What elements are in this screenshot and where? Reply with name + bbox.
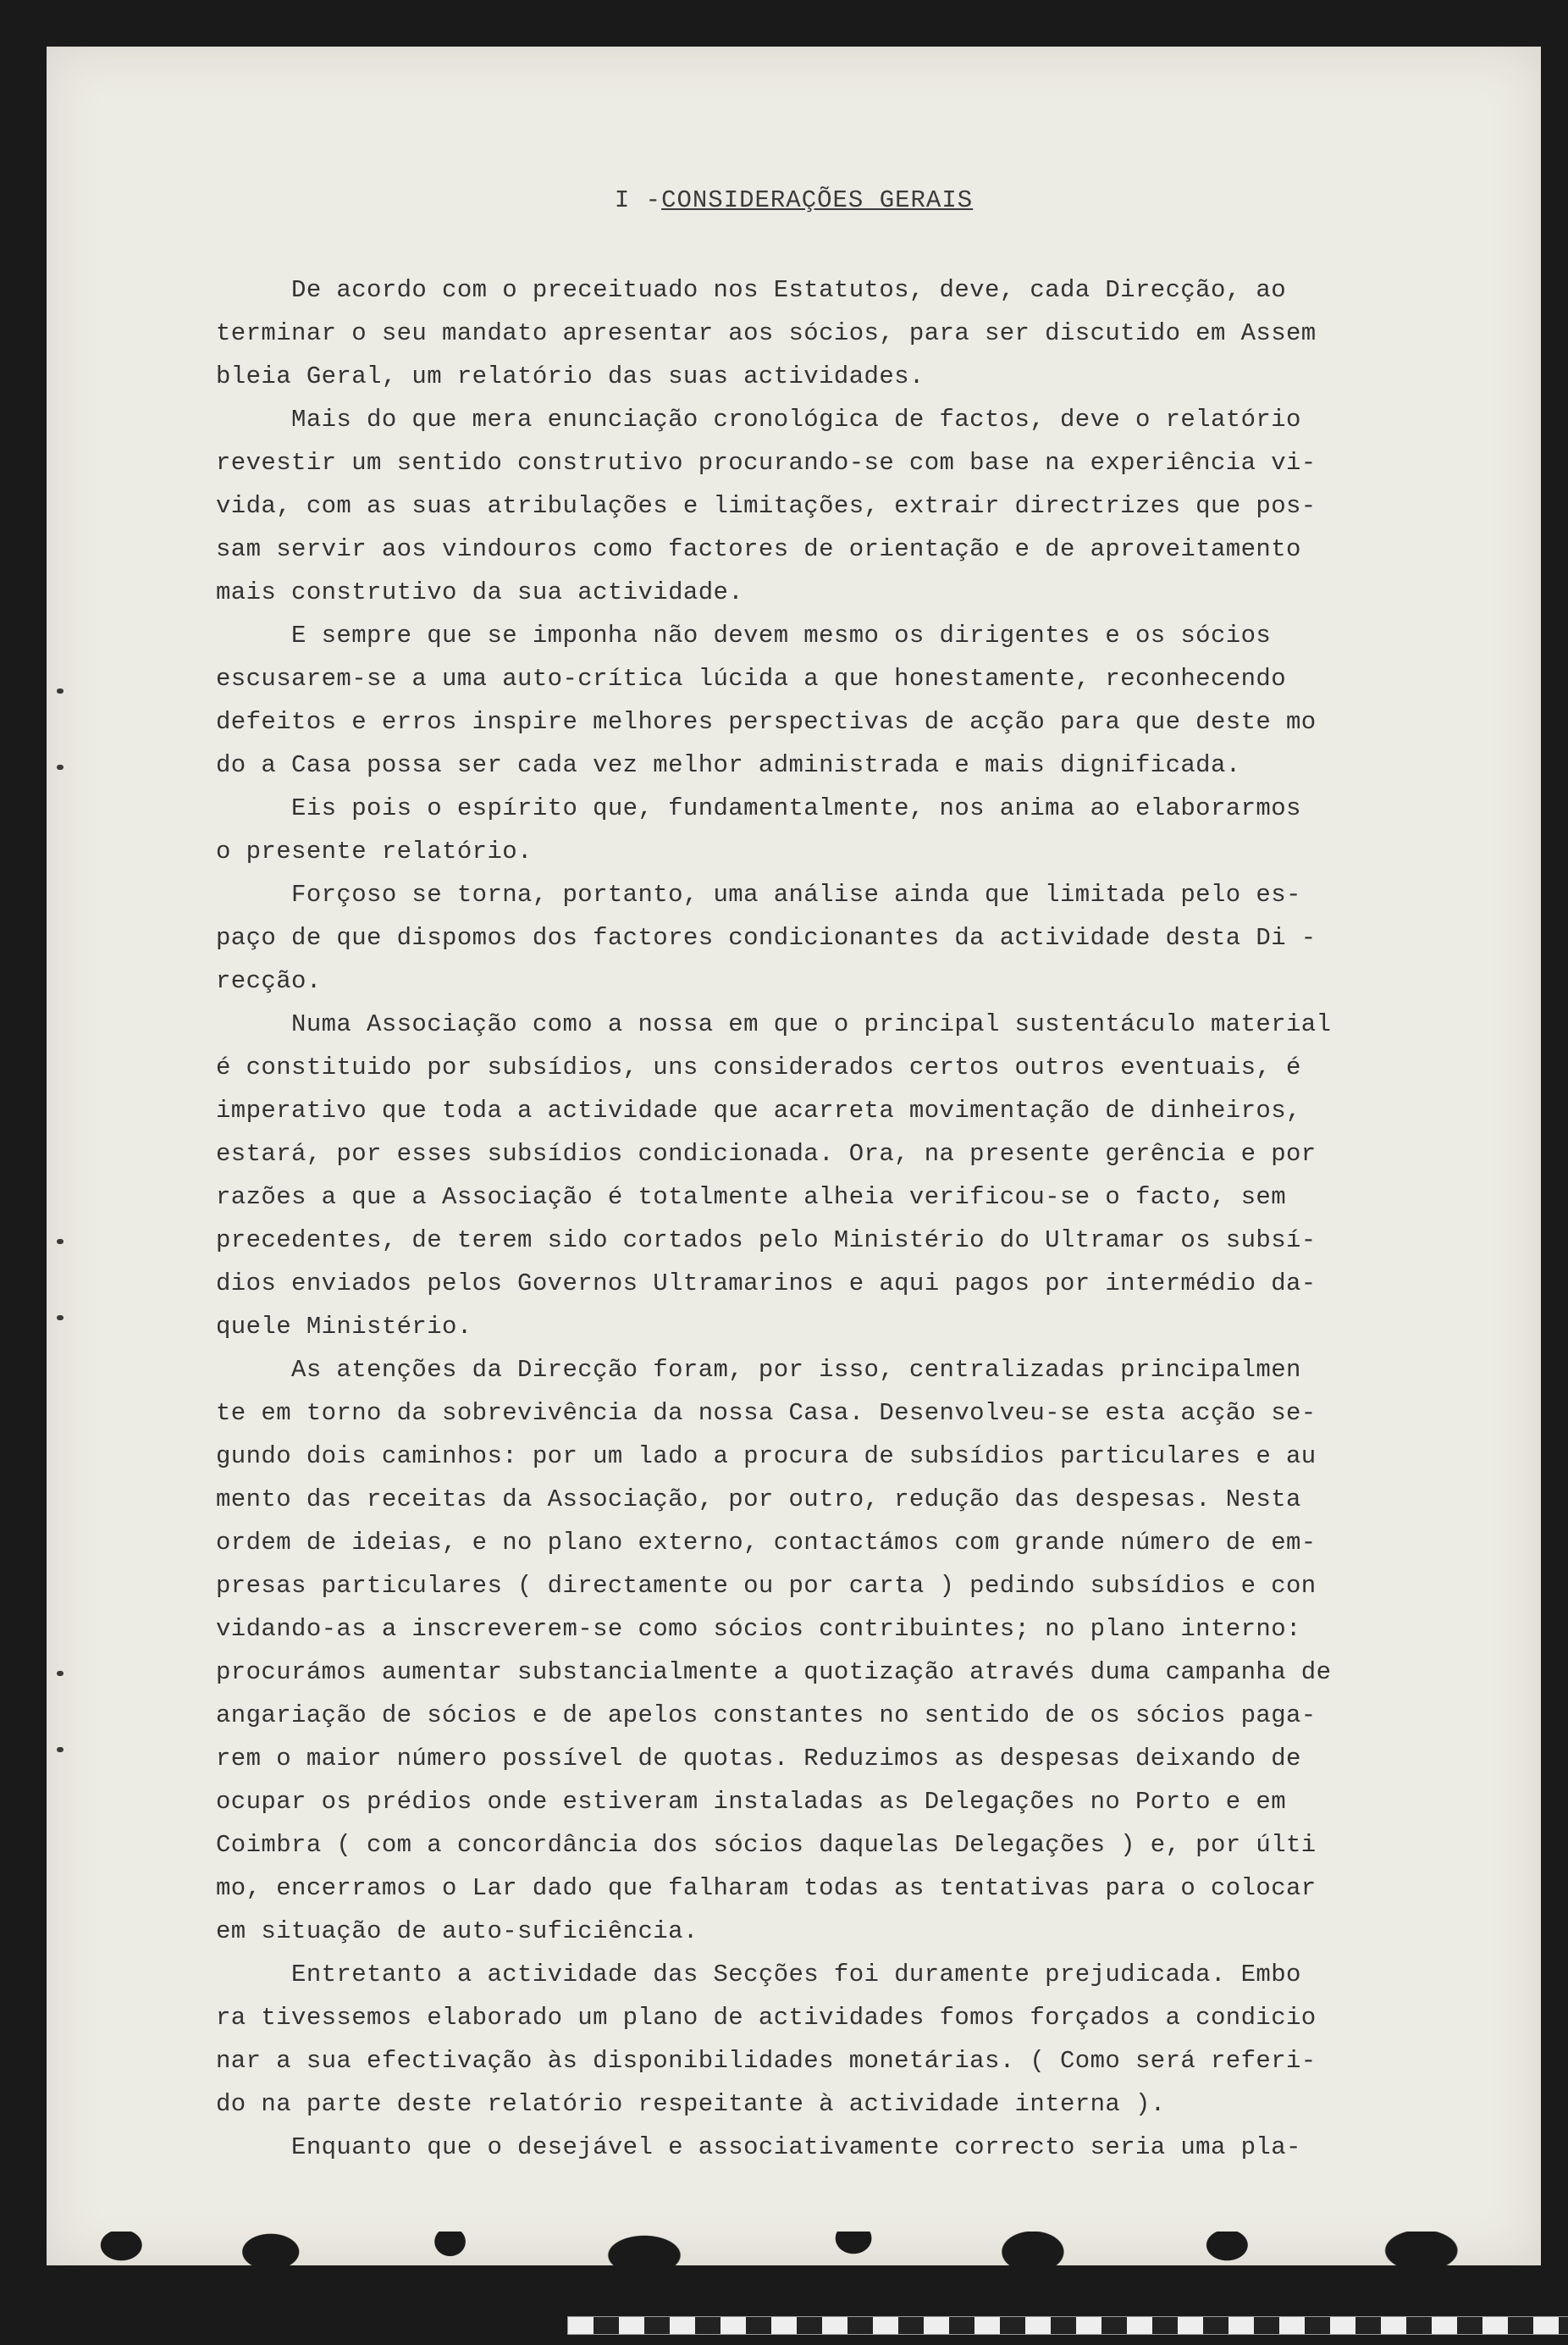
text-line: presas particulares ( directamente ou por carta ) pedindo subsídios e con xyxy=(216,1572,1317,1600)
text-line: Forçoso se torna, portanto, uma análise ainda que limitada pelo es- xyxy=(216,881,1301,909)
text-line: imperativo que toda a actividade que acarreta movimentação de dinheiros, xyxy=(216,1097,1301,1125)
text-line: vidando-as a inscreverem-se como sócios contribuintes; no plano interno: xyxy=(216,1615,1301,1643)
text-line: revestir um sentido construtivo procurando-se com base na experiência vi- xyxy=(216,449,1317,477)
text-line: angariação de sócios e de apelos constantes no sentido de os sócios paga- xyxy=(216,1701,1317,1729)
text-line: procurámos aumentar substancialmente a quotização através duma campanha de xyxy=(216,1658,1332,1686)
text-line: precedentes, de terem sido cortados pelo Ministério do Ultramar os subsí- xyxy=(216,1226,1317,1254)
text-line: quele Ministério. xyxy=(216,1313,472,1341)
text-line: dios enviados pelos Governos Ultramarinos e aqui pagos por intermédio da- xyxy=(216,1269,1317,1297)
text-line: terminar o seu mandato apresentar aos sócios, para ser discutido em Assem xyxy=(216,319,1317,347)
punch-mark xyxy=(57,1315,63,1320)
text-line: ordem de ideias, e no plano externo, contactámos com grande número de em- xyxy=(216,1529,1317,1557)
text-line: estará, por esses subsídios condicionada. Ora, na presente gerência e por xyxy=(216,1140,1317,1168)
text-line: gundo dois caminhos: por um lado a procura de subsídios particulares e au xyxy=(216,1442,1317,1470)
punch-mark xyxy=(57,689,63,694)
text-line: mais construtivo da sua actividade. xyxy=(216,578,744,606)
text-line: defeitos e erros inspire melhores perspectivas de acção para que deste mo xyxy=(216,708,1317,736)
text-line: As atenções da Direcção foram, por isso, centralizadas principalmen xyxy=(216,1356,1301,1384)
text-line: é constituido por subsídios, uns considerados certos outros eventuais, é xyxy=(216,1054,1301,1081)
text-line: bleia Geral, um relatório das suas actividades. xyxy=(216,362,925,390)
text-line: Numa Associação como a nossa em que o principal sustentáculo material xyxy=(216,1010,1332,1038)
text-line: vida, com as suas atribulações e limitações, extrair directrizes que pos- xyxy=(216,492,1317,520)
text-line: Mais do que mera enunciação cronológica de factos, deve o relatório xyxy=(216,406,1301,434)
text-line: De acordo com o preceituado nos Estatutos, deve, cada Direcção, ao xyxy=(216,276,1287,304)
text-line: razões a que a Associação é totalmente alheia verificou-se o facto, sem xyxy=(216,1183,1287,1211)
text-line: sam servir aos vindouros como factores de orientação e de aproveitamento xyxy=(216,535,1301,563)
text-line: Enquanto que o desejável e associativamente correcto seria uma pla- xyxy=(216,2133,1301,2161)
punch-mark xyxy=(57,1671,63,1676)
punch-mark xyxy=(57,765,63,770)
text-line: ocupar os prédios onde estiveram instaladas as Delegações no Porto e em xyxy=(216,1788,1287,1816)
text-line: recção. xyxy=(216,967,322,995)
color-scale-ruler xyxy=(567,2316,1568,2335)
text-line: nar a sua efectivação às disponibilidades monetárias. ( Como será referi- xyxy=(216,2047,1317,2075)
text-line: Eis pois o espírito que, fundamentalmente, nos anima ao elaborarmos xyxy=(216,794,1301,822)
heading-number: I - xyxy=(614,186,662,214)
punch-mark xyxy=(57,1747,63,1752)
text-line: ra tivessemos elaborado um plano de actividades fomos forçados a condicio xyxy=(216,2004,1317,2032)
text-line: do a Casa possa ser cada vez melhor administrada e mais dignificada. xyxy=(216,751,1241,779)
text-line: paço de que dispomos dos factores condicionantes da actividade desta Di - xyxy=(216,924,1317,952)
text-line: mo, encerramos o Lar dado que falharam todas as tentativas para o colocar xyxy=(216,1874,1317,1902)
text-line: escusarem-se a uma auto-crítica lúcida a que honestamente, reconhecendo xyxy=(216,665,1287,693)
heading-title: CONSIDERAÇÕES GERAIS xyxy=(661,186,974,214)
text-line: em situação de auto-suficiência. xyxy=(216,1917,698,1945)
document-page xyxy=(47,47,1541,2265)
text-line: E sempre que se imponha não devem mesmo os dirigentes e os sócios xyxy=(216,622,1272,650)
text-line: rem o maior número possível de quotas. Reduzimos as despesas deixando de xyxy=(216,1745,1301,1773)
text-line: do na parte deste relatório respeitante à actividade interna ). xyxy=(216,2090,1166,2118)
body-text xyxy=(216,268,1393,2169)
text-line: Coimbra ( com a concordância dos sócios daquelas Delegações ) e, por últi xyxy=(216,1831,1317,1859)
text-line: te em torno da sobrevivência da nossa Casa. Desenvolveu-se esta acção se- xyxy=(216,1399,1317,1427)
text-line: Entretanto a actividade das Secções foi duramente prejudicada. Embo xyxy=(216,1961,1301,1988)
text-line: o presente relatório. xyxy=(216,838,533,866)
punch-mark xyxy=(57,1239,63,1244)
section-heading xyxy=(47,186,1541,214)
text-line: mento das receitas da Associação, por outro, redução das despesas. Nesta xyxy=(216,1485,1301,1513)
